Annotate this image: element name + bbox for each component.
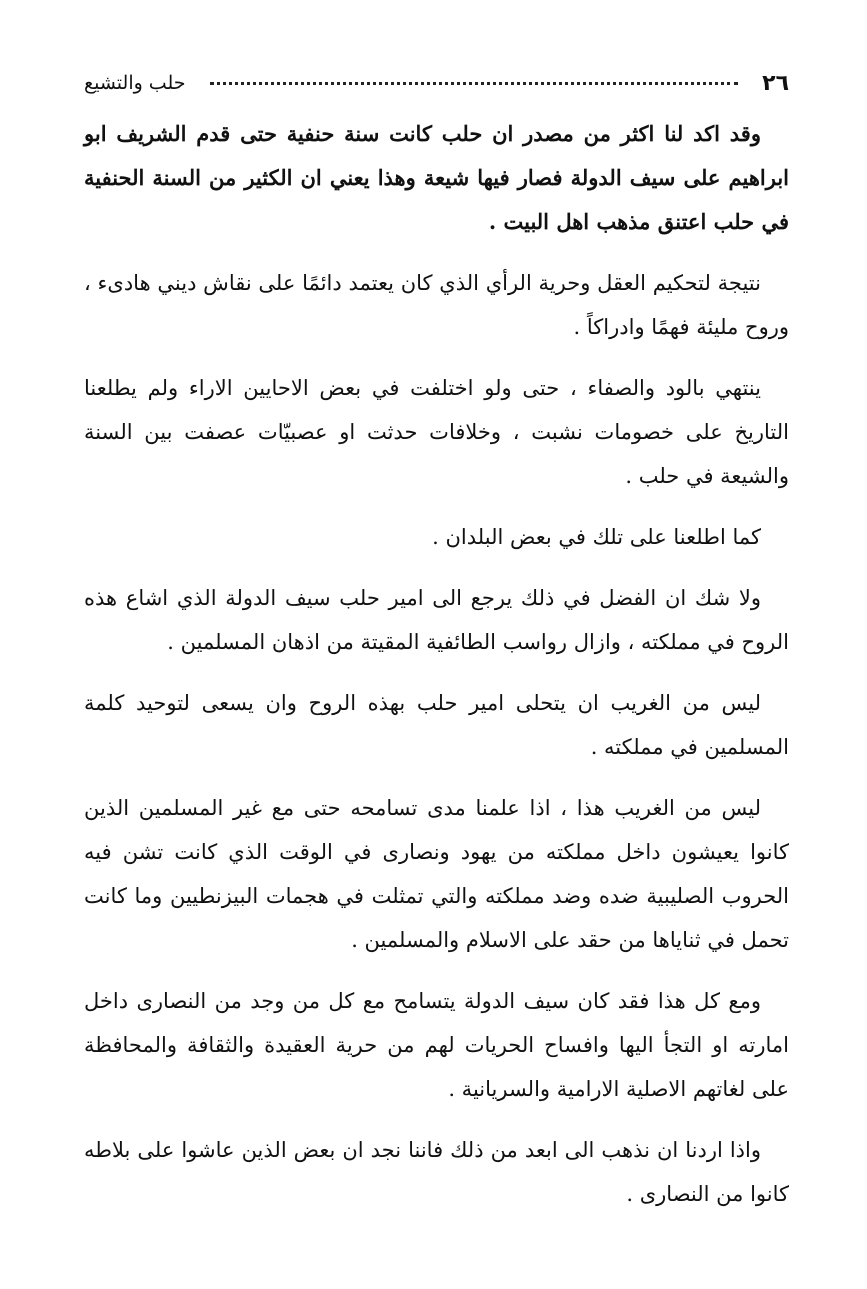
paragraph: ولا شك ان الفضل في ذلك يرجع الى امير حلب سيف الدولة الذي اشاع هذه الروح في مملكته ، وازال رواسب الطائفية المقيتة من اذهان المسلمين . [84,586,789,654]
paragraph: كما اطلعنا على تلك في بعض البلدان . [432,525,761,549]
running-title: حلب والتشيع [84,72,186,94]
paragraph: نتيجة لتحكيم العقل وحرية الرأي الذي كان يعتمد دائمًا على نقاش ديني هادىء ، وروح مليئة فهمًا وادراكاً . [84,271,789,339]
page-number: ٢٦ [762,70,789,96]
paragraph: وقد اكد لنا اكثر من مصدر ان حلب كانت سنة حنفية حتى قدم الشريف ابو ابراهيم على سيف الدولة فصار فيها شيعة وهذا يعني ان الكثير من السنة الحنفية في حلب اعتنق مذهب اهل البيت . [84,121,789,234]
paragraph: ليس من الغريب ان يتحلى امير حلب بهذه الروح وان يسعى لتوحيد كلمة المسلمين في مملكته . [84,691,789,759]
dotted-leader [210,82,739,85]
paragraph: واذا اردنا ان نذهب الى ابعد من ذلك فاننا نجد ان بعض الذين عاشوا على بلاطه كانوا من النصارى . [84,1138,789,1206]
paragraph: ليس من الغريب هذا ، اذا علمنا مدى تسامحه حتى مع غير المسلمين الذين كانوا يعيشون داخل مملكته من يهود ونصارى في الوقت الذي كانت تشن فيه الحروب الصليبية ضده وضد مملكته والتي تمثلت في هجمات البيزنطيين وما كانت تحمل في ثناياها من حقد على الاسلام والمسلمين . [84,796,789,952]
paragraph: ومع كل هذا فقد كان سيف الدولة يتسامح مع كل من وجد من النصارى داخل امارته او التجأ اليها وافساح الحريات لهم من حرية العقيدة والثقافة والمحافظة على لغاتهم الاصلية الارامية والسريانية . [84,989,789,1101]
page-header [84,66,789,100]
body-text [84,112,789,1233]
paragraph: ينتهي بالود والصفاء ، حتى ولو اختلفت في بعض الاحايين الاراء ولم يطلعنا التاريخ على خصومات نشبت ، وخلافات حدثت او عصبيّات عصفت بين السنة والشيعة في حلب . [84,376,789,488]
